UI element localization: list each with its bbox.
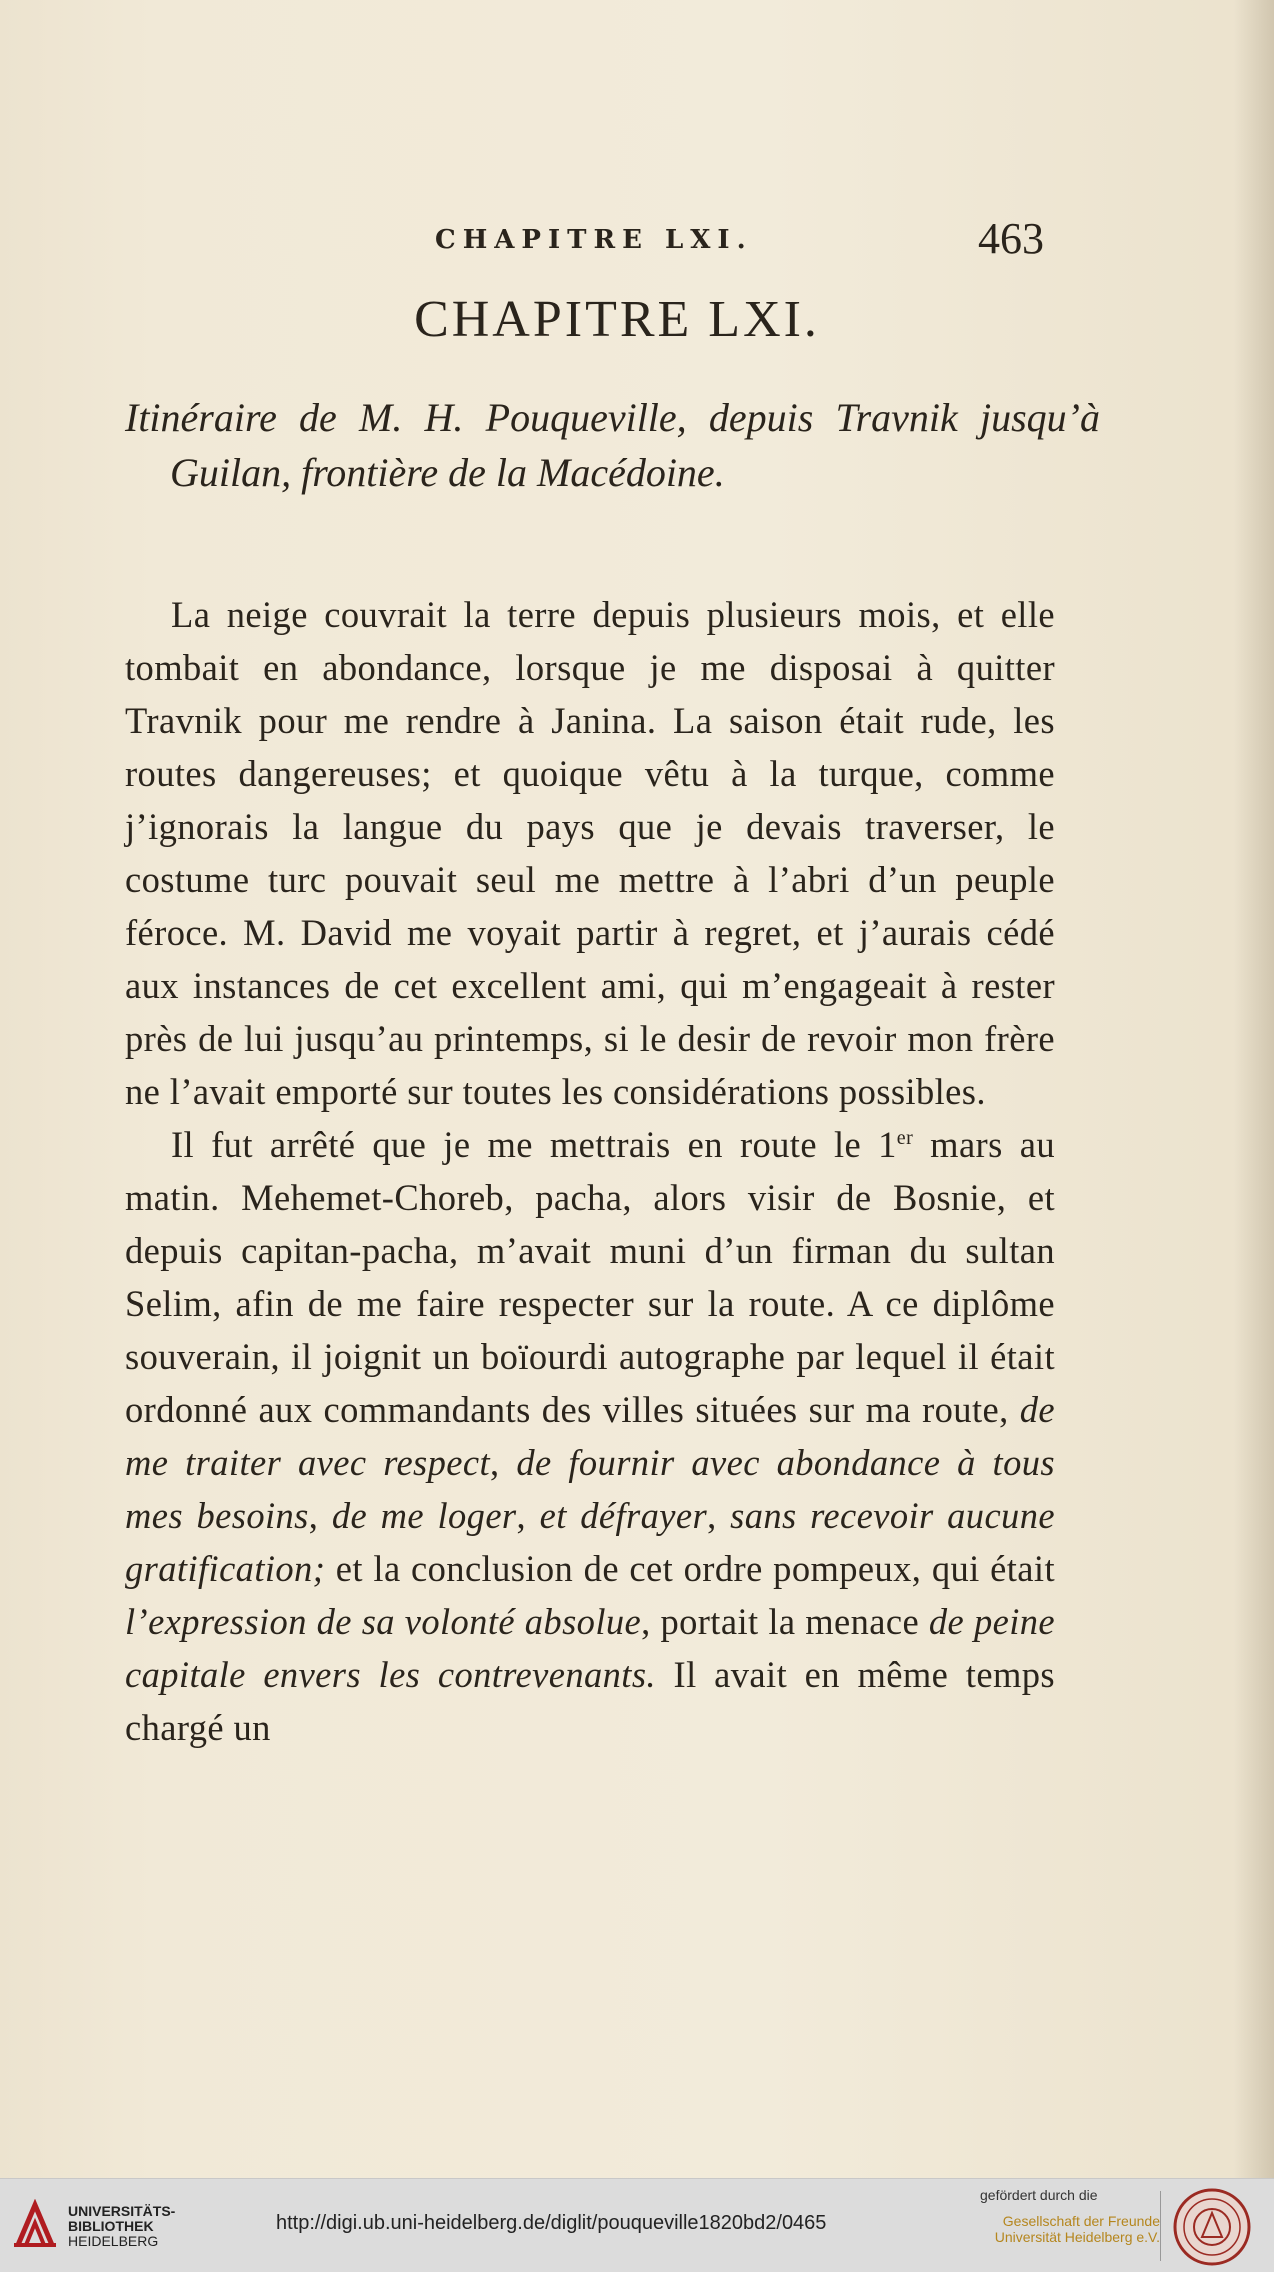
text-run: , (308, 1495, 332, 1536)
italic-run: l’expression de sa volonté absolue (125, 1601, 642, 1642)
university-seal-icon (1172, 2187, 1252, 2267)
italic-run: de fournir avec abondance à tous mes besoins (125, 1442, 1055, 1536)
body-text (125, 588, 1055, 1754)
footer-divider (1160, 2191, 1161, 2261)
sponsor-name-line1: Gesellschaft der Freunde (1002, 2213, 1160, 2229)
chapter-subtitle: Itinéraire de M. H. Pouqueville, depuis Travnik jusqu’à Guilan, frontière de la Macédoine. (125, 395, 1100, 495)
library-name (68, 2204, 208, 2249)
text-run: , (707, 1495, 731, 1536)
text-run: , (490, 1442, 517, 1483)
italic-run: de peine capitale envers les contrevenants. (125, 1601, 1055, 1695)
paragraph-2 (125, 1118, 1055, 1754)
paragraph-1: La neige couvrait la terre depuis plusieurs mois, et elle tombait en abondance, lorsque je me disposai à quitter Travnik pour me rendre à Janina. La saison était rude, les routes dangereuses; et quoique vêtu à la turque, comme j’ignorais la langue du pays que je devais traverser, le costume turc pouvait seul me mettre à l’abri d’un peuple féroce. M. David me voyait partir à regret, et j’aurais cédé aux instances de cet excellent ami, qui m’engageait à rester près de lui jusqu’au printemps, si le desir de revoir mon frère ne l’avait emporté sur toutes les considérations possibles. (125, 594, 1055, 1112)
text-run: , (516, 1495, 540, 1536)
running-head-title: CHAPITRE LXI. (435, 225, 753, 255)
page-number: 463 (978, 214, 1044, 263)
library-name-line: UNIVERSITÄTS- (68, 2203, 176, 2219)
running-head (120, 213, 1044, 273)
permalink-url[interactable]: http://digi.ub.uni-heidelberg.de/diglit/pouqueville1820bd2/0465 (276, 2212, 827, 2234)
chapter-title: CHAPITRE LXI. (414, 291, 820, 348)
italic-run: de me traiter avec respect (125, 1389, 1055, 1483)
ub-logo-icon (12, 2199, 58, 2251)
sponsor-block (980, 2187, 1160, 2245)
footer-bar (0, 2178, 1274, 2272)
text-run: mars au matin. Mehemet-Choreb, pacha, alors visir de Bosnie, et depuis capitan-pacha, m’avait muni d’un firman du sultan Selim, afin de me faire respecter sur la route. A ce diplôme souverain, il joignit un boïourdi autographe par lequel il était ordonné aux commandants des villes situées sur ma route, (125, 1124, 1055, 1430)
library-name-line: BIBLIOTHEK (68, 2218, 154, 2234)
superscript: er (896, 1126, 914, 1149)
sponsor-name-line2: Universität Heidelberg e.V. (994, 2229, 1160, 2245)
italic-run: et défrayer (539, 1495, 708, 1536)
italic-run: sans recevoir aucune gratification; (125, 1495, 1055, 1589)
text-run: Il fut arrêté que je me mettrais en route le 1 (171, 1124, 897, 1165)
text-run: et la conclusion de cet ordre pompeux, qui était (325, 1548, 1055, 1589)
text-run: Il avait en même temps chargé un (125, 1654, 1055, 1748)
sponsor-label: gefördert durch die (980, 2187, 1098, 2203)
italic-run: de me loger (331, 1495, 517, 1536)
library-name-line: HEIDELBERG (68, 2233, 159, 2249)
text-run: , portait la menace (641, 1601, 929, 1642)
